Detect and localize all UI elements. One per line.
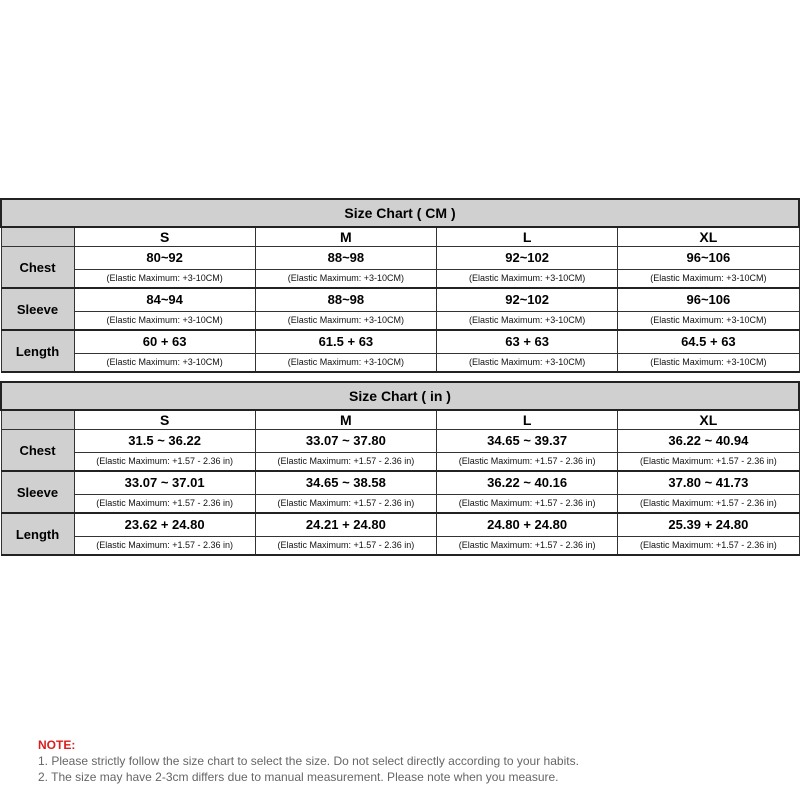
size-chart-cm — [0, 198, 800, 373]
row-label-chest: Chest — [1, 247, 74, 289]
elastic-note: (Elastic Maximum: +1.57 - 2.36 in) — [255, 453, 436, 472]
measure-value: 24.80 + 24.80 — [437, 513, 618, 537]
elastic-note: (Elastic Maximum: +3-10CM) — [255, 312, 436, 331]
elastic-note: (Elastic Maximum: +1.57 - 2.36 in) — [74, 453, 255, 472]
measure-value: 33.07 ~ 37.80 — [255, 430, 436, 453]
measure-value: 34.65 ~ 39.37 — [437, 430, 618, 453]
elastic-note: (Elastic Maximum: +1.57 - 2.36 in) — [74, 537, 255, 556]
measure-value: 31.5 ~ 36.22 — [74, 430, 255, 453]
measure-value: 25.39 + 24.80 — [618, 513, 799, 537]
measure-value: 37.80 ~ 41.73 — [618, 471, 799, 495]
notes-title: NOTE: — [38, 738, 76, 752]
measure-value: 36.22 ~ 40.94 — [618, 430, 799, 453]
elastic-note: (Elastic Maximum: +3-10CM) — [74, 270, 255, 289]
elastic-note: (Elastic Maximum: +3-10CM) — [437, 270, 618, 289]
row-label-sleeve: Sleeve — [1, 471, 74, 513]
measure-value: 23.62 + 24.80 — [74, 513, 255, 537]
header-corner — [1, 227, 74, 247]
size-header: S — [74, 227, 255, 247]
elastic-note: (Elastic Maximum: +3-10CM) — [255, 270, 436, 289]
measure-value: 33.07 ~ 37.01 — [74, 471, 255, 495]
size-header: XL — [618, 227, 799, 247]
measure-value: 96~106 — [618, 247, 799, 270]
measure-value: 64.5 + 63 — [618, 330, 799, 354]
elastic-note: (Elastic Maximum: +3-10CM) — [437, 312, 618, 331]
size-header: XL — [618, 410, 799, 430]
header-corner — [1, 410, 74, 430]
elastic-note: (Elastic Maximum: +1.57 - 2.36 in) — [255, 537, 436, 556]
size-header: M — [255, 227, 436, 247]
elastic-note: (Elastic Maximum: +3-10CM) — [255, 354, 436, 373]
measure-value: 92~102 — [437, 247, 618, 270]
row-label-length: Length — [1, 330, 74, 372]
elastic-note: (Elastic Maximum: +1.57 - 2.36 in) — [437, 453, 618, 472]
measure-value: 24.21 + 24.80 — [255, 513, 436, 537]
note-line: 2. The size may have 2-3cm differs due to manual measurement. Please note when you measure. — [38, 770, 559, 784]
notes-section — [38, 737, 579, 785]
elastic-note: (Elastic Maximum: +1.57 - 2.36 in) — [437, 495, 618, 514]
measure-value: 34.65 ~ 38.58 — [255, 471, 436, 495]
size-header: L — [437, 227, 618, 247]
measure-value: 60 + 63 — [74, 330, 255, 354]
measure-value: 36.22 ~ 40.16 — [437, 471, 618, 495]
elastic-note: (Elastic Maximum: +3-10CM) — [437, 354, 618, 373]
elastic-note: (Elastic Maximum: +3-10CM) — [618, 354, 799, 373]
measure-value: 88~98 — [255, 247, 436, 270]
size-header: M — [255, 410, 436, 430]
measure-value: 88~98 — [255, 288, 436, 312]
measure-value: 92~102 — [437, 288, 618, 312]
row-label-length: Length — [1, 513, 74, 555]
elastic-note: (Elastic Maximum: +3-10CM) — [618, 312, 799, 331]
measure-value: 84~94 — [74, 288, 255, 312]
elastic-note: (Elastic Maximum: +3-10CM) — [74, 354, 255, 373]
size-header: L — [437, 410, 618, 430]
row-label-sleeve: Sleeve — [1, 288, 74, 330]
measure-value: 61.5 + 63 — [255, 330, 436, 354]
size-header: S — [74, 410, 255, 430]
chart-title: Size Chart ( CM ) — [1, 199, 799, 227]
measure-value: 96~106 — [618, 288, 799, 312]
measure-value: 80~92 — [74, 247, 255, 270]
elastic-note: (Elastic Maximum: +1.57 - 2.36 in) — [437, 537, 618, 556]
size-chart-in — [0, 381, 800, 556]
measure-value: 63 + 63 — [437, 330, 618, 354]
elastic-note: (Elastic Maximum: +1.57 - 2.36 in) — [255, 495, 436, 514]
elastic-note: (Elastic Maximum: +1.57 - 2.36 in) — [618, 453, 799, 472]
elastic-note: (Elastic Maximum: +1.57 - 2.36 in) — [618, 495, 799, 514]
row-label-chest: Chest — [1, 430, 74, 472]
note-line: 1. Please strictly follow the size chart to select the size. Do not select directly according to your habits. — [38, 754, 579, 768]
elastic-note: (Elastic Maximum: +1.57 - 2.36 in) — [618, 537, 799, 556]
elastic-note: (Elastic Maximum: +3-10CM) — [74, 312, 255, 331]
chart-title: Size Chart ( in ) — [1, 382, 799, 410]
elastic-note: (Elastic Maximum: +1.57 - 2.36 in) — [74, 495, 255, 514]
elastic-note: (Elastic Maximum: +3-10CM) — [618, 270, 799, 289]
